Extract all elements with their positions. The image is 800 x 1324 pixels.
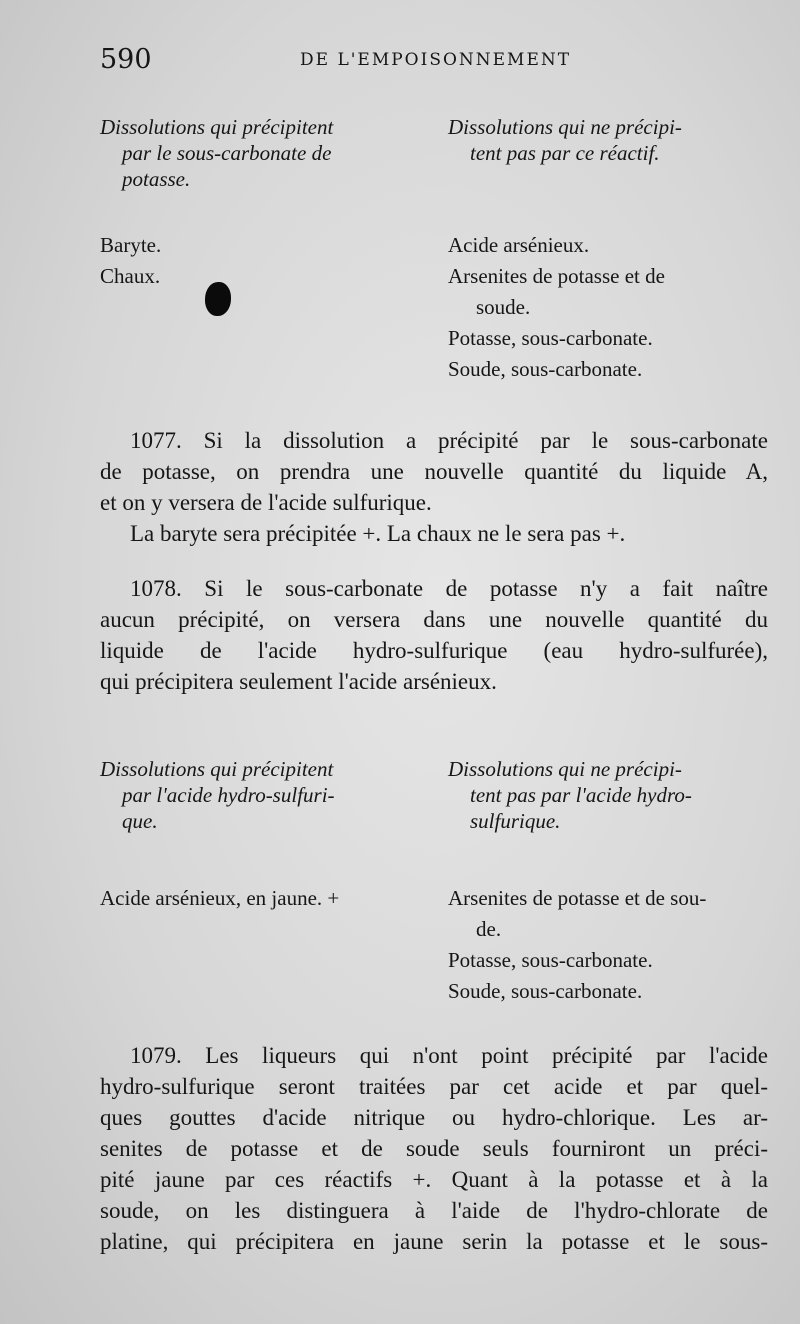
list-item: Chaux. [100, 264, 161, 288]
text-line: qui précipitera seulement l'acide arsénieux. [100, 669, 497, 694]
paragraph-1077 [100, 425, 768, 549]
text-line: 1079. Les liqueurs qui n'ont point précipité par l'acide [130, 1043, 768, 1068]
list-item: Soude, sous-carbonate. [448, 357, 643, 381]
heading-line: potasse. [122, 167, 191, 191]
table2-left-heading [100, 756, 435, 834]
heading-line: par le sous-carbonate de [122, 141, 332, 165]
table2-right-items [448, 883, 760, 1007]
heading-line: sulfurique. [470, 809, 561, 833]
table1-left-heading [100, 114, 435, 192]
page-number: 590 [100, 44, 152, 75]
table1-right-heading [448, 114, 760, 166]
text-line: de potasse, on prendra une nouvelle quantité du liquide A, [100, 459, 768, 484]
text-line: hydro-sulfurique seront traitées par cet acide et par quel- [100, 1074, 768, 1099]
text-line: soude, on les distinguera à l'aide de l'hydro-chlorate de [100, 1198, 768, 1223]
list-item: Arsenites de potasse et de [448, 264, 665, 288]
heading-line: Dissolutions qui précipitent [100, 757, 334, 781]
text-line: ques gouttes d'acide nitrique ou hydro-chlorique. Les ar- [100, 1105, 768, 1130]
table2-left-items [100, 883, 435, 914]
list-item-continuation: de. [476, 917, 502, 941]
text-line: liquide de l'acide hydro-sulfurique (eau hydro-sulfurée), [100, 638, 768, 663]
heading-line: tent pas par l'acide hydro- [470, 783, 692, 807]
table1-right-items [448, 230, 760, 385]
heading-line: par l'acide hydro-sulfuri- [122, 783, 335, 807]
list-item: Soude, sous-carbonate. [448, 979, 643, 1003]
table2-right-heading [448, 756, 760, 834]
text-line: et on y versera de l'acide sulfurique. [100, 490, 432, 515]
list-item: Acide arsénieux. [448, 233, 590, 257]
list-item: Arsenites de potasse et de sou- [448, 886, 707, 910]
text-line: senites de potasse et de soude seuls fourniront un préci- [100, 1136, 768, 1161]
running-title: DE L'EMPOISONNEMENT [300, 50, 572, 70]
list-item: Baryte. [100, 233, 162, 257]
heading-line: Dissolutions qui ne précipi- [448, 115, 682, 139]
paragraph-1079 [100, 1040, 768, 1257]
text-line: 1078. Si le sous-carbonate de potasse n'y a fait naître [130, 576, 768, 601]
text-line: pité jaune par ces réactifs +. Quant à la potasse et à la [100, 1167, 768, 1192]
text-line: platine, qui précipitera en jaune serin la potasse et le sous- [100, 1229, 768, 1254]
list-item: Potasse, sous-carbonate. [448, 948, 653, 972]
text-line: 1077. Si la dissolution a précipité par le sous-carbonate [130, 428, 768, 453]
text-line: La baryte sera précipitée +. La chaux ne le sera pas +. [130, 521, 626, 546]
ink-blot [205, 282, 231, 316]
page-header [100, 44, 760, 84]
list-item: Acide arsénieux, en jaune. + [100, 886, 340, 910]
heading-line: que. [122, 809, 158, 833]
paragraph-1078 [100, 573, 768, 697]
table1-left-items [100, 230, 435, 292]
heading-line: Dissolutions qui précipitent [100, 115, 334, 139]
list-item: Potasse, sous-carbonate. [448, 326, 653, 350]
heading-line: Dissolutions qui ne précipi- [448, 757, 682, 781]
text-line: aucun précipité, on versera dans une nouvelle quantité du [100, 607, 768, 632]
list-item-continuation: soude. [476, 295, 531, 319]
heading-line: tent pas par ce réactif. [470, 141, 660, 165]
